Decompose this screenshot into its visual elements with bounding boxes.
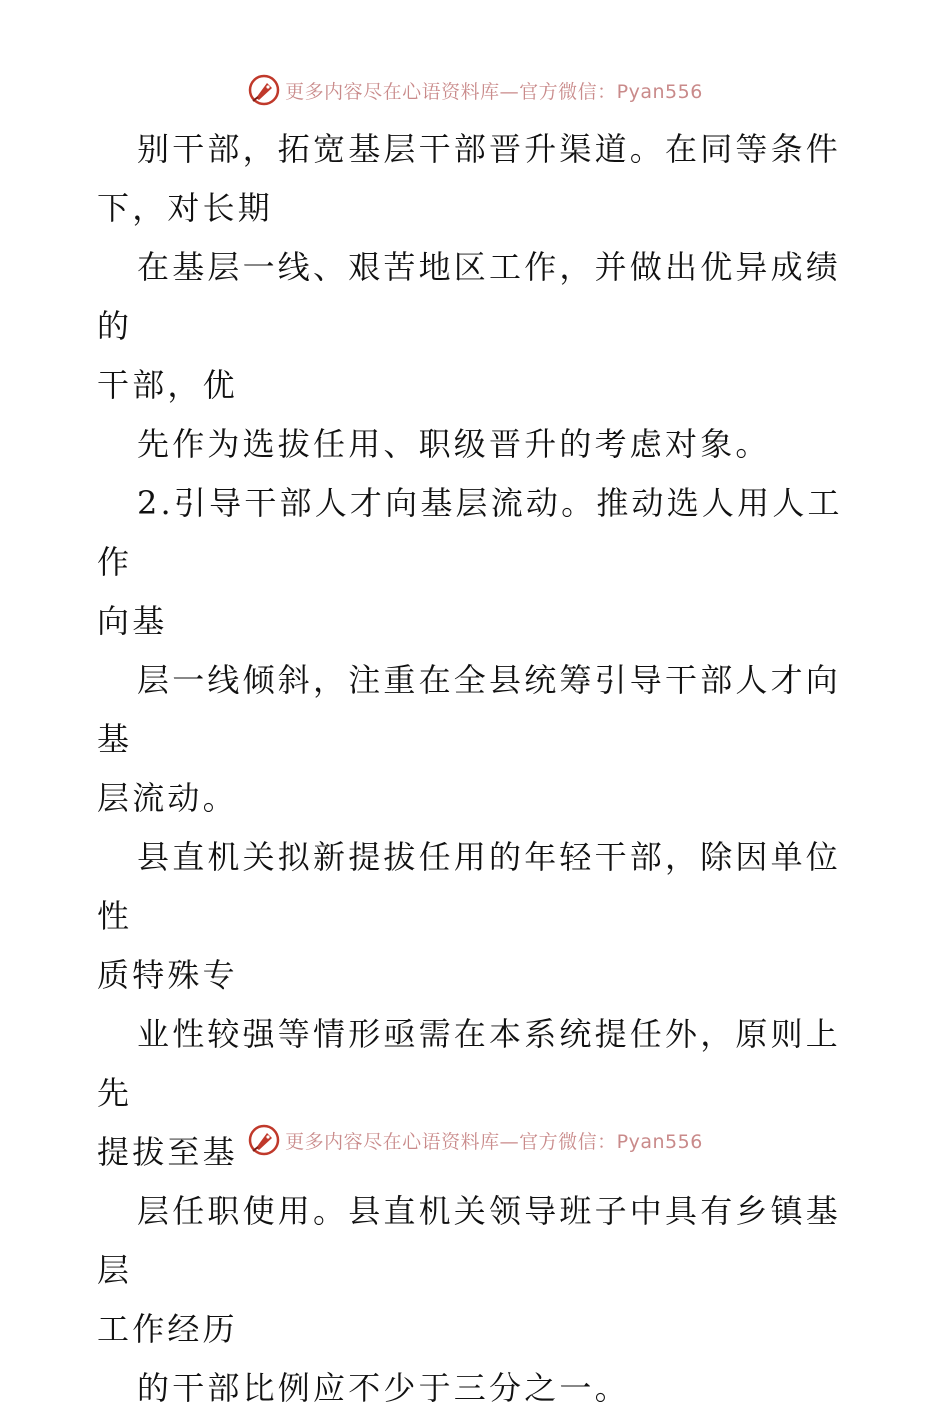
header-banner: [0, 70, 950, 110]
paragraph-line-3: 先作为选拔任用、职级晋升的考虑对象。: [137, 425, 771, 463]
wechat-id: Pyan556: [616, 1130, 703, 1153]
paragraph-line-7: 业性较强等情形亟需在本系统提任外，原则上先 提拔至基: [97, 1015, 842, 1171]
paragraph-line-6: 县直机关拟新提拔任用的年轻干部，除因单位性 质特殊专: [97, 838, 842, 994]
paragraph-line-1: 别干部，拓宽基层干部晋升渠道。在同等条件 下，对长期: [97, 130, 842, 227]
footer-banner: [0, 1120, 950, 1160]
paragraph-line-2: 在基层一线、艰苦地区工作，并做出优异成绩的 干部，优: [97, 248, 842, 404]
document-body: [97, 120, 857, 1418]
paragraph-line-5: 层一线倾斜，注重在全县统筹引导干部人才向基 层流动。: [97, 661, 842, 817]
footer-banner-text: 更多内容尽在心语资料库—官方微信：Pyan556: [285, 1130, 703, 1153]
paragraph-line-8: 层任职使用。县直机关领导班子中具有乡镇基层 工作经历: [97, 1192, 842, 1348]
pen-nib-logo-icon: [247, 1123, 281, 1157]
paragraph-line-9: 的干部比例应不少于三分之一。: [137, 1369, 630, 1407]
paragraph-line-4: 2.引导干部人才向基层流动。推动选人用人工作 向基: [97, 484, 843, 640]
header-banner-text: 更多内容尽在心语资料库—官方微信：Pyan556: [285, 80, 703, 103]
pen-nib-logo-icon: [247, 73, 281, 107]
wechat-id: Pyan556: [616, 80, 703, 103]
